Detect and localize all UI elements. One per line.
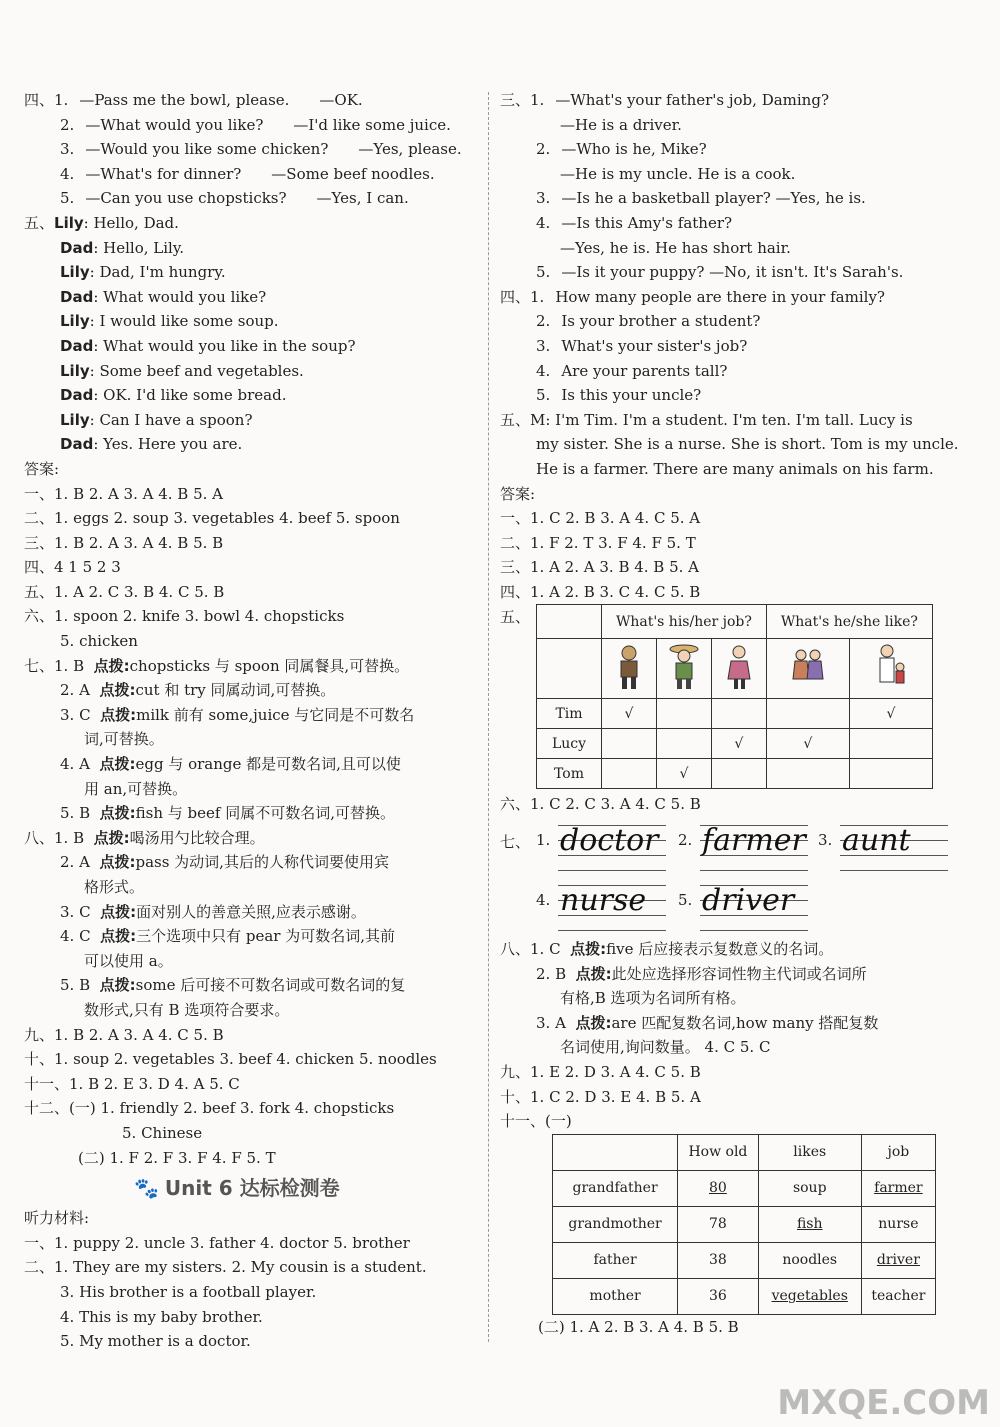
s3-line: 4. —Is this Amy's father? <box>536 213 733 232</box>
cartoon-figure-icon <box>656 639 711 699</box>
answer-line: 三、1. A 2. A 3. B 4. B 5. A <box>500 558 700 577</box>
answer-line: 5. chicken <box>60 632 138 651</box>
s8-line: 2. A 点拨:pass 为动词,其后的人称代词要使用宾 <box>60 853 389 872</box>
s8-line: 格形式。 <box>84 878 145 896</box>
handwriting-row: 4. nurse 5. driver <box>500 877 970 937</box>
answer-line: 十一、1. B 2. E 3. D 4. A 5. C <box>24 1074 240 1093</box>
table-cell: driver <box>861 1242 935 1278</box>
table-header: What's his/her job? <box>602 605 767 639</box>
s3-line: 2. —Who is he, Mike? <box>536 140 707 159</box>
s8-line: 可以使用 a。 <box>84 951 173 970</box>
s4-line-4: 4. —What's for dinner? —Some beef noodles. <box>60 164 435 183</box>
table-cell <box>766 699 849 729</box>
dialog-line: 五、Lily: Hello, Dad. <box>24 213 179 232</box>
s4-line: 5. Is this your uncle? <box>536 386 702 405</box>
s4-line-5: 5. —Can you use chopsticks? —Yes, I can. <box>60 189 409 208</box>
answers-label: 答案: <box>24 459 60 478</box>
table-cell <box>766 759 849 789</box>
table-row-label: Tim <box>537 699 602 729</box>
answer-line: 一、1. C 2. B 3. A 4. C 5. A <box>500 509 701 528</box>
answer-line: 十、1. C 2. D 3. E 4. B 5. A <box>500 1087 701 1106</box>
table-cell: teacher <box>861 1278 935 1314</box>
watermark: MXQE.COM <box>777 1383 990 1423</box>
answer-line: 十、1. soup 2. vegetables 3. beef 4. chicken 5. noodles <box>24 1050 437 1069</box>
listening-line: 3. His brother is a football player. <box>60 1282 317 1301</box>
table-cell: grandfather <box>553 1170 678 1206</box>
table-cell: fish <box>758 1206 861 1242</box>
dialog-line: Lily: Can I have a spoon? <box>60 410 253 429</box>
dialog-line: Lily: Some beef and vegetables. <box>60 361 304 380</box>
table-cell: √ <box>656 759 711 789</box>
answer-line: 二、1. F 2. T 3. F 4. F 5. T <box>500 533 696 552</box>
s3-line: 三、1. —What's your father's job, Daming? <box>500 91 829 109</box>
listening-line: 5. My mother is a doctor. <box>60 1332 251 1351</box>
table-cell: √ <box>849 699 932 729</box>
table-cell: √ <box>711 729 766 759</box>
table-cell <box>656 729 711 759</box>
s4-line: 四、1. How many people are there in your family? <box>500 287 885 306</box>
table-cell <box>602 729 657 759</box>
column-divider <box>488 92 489 1342</box>
s8-line: 有格,B 选项为名词所有格。 <box>560 989 746 1008</box>
table-row-label: Tom <box>537 759 602 789</box>
table-cell: noodles <box>758 1242 861 1278</box>
answer-line: 十二、(一) 1. friendly 2. beef 3. fork 4. chopsticks <box>24 1099 395 1118</box>
table-header: How old <box>678 1134 759 1170</box>
table-cell: √ <box>766 729 849 759</box>
table-header: job <box>861 1134 935 1170</box>
s4-line: 4. Are your parents tall? <box>536 361 728 380</box>
s3-line: —He is a driver. <box>560 115 682 134</box>
dialog-line: Dad: What would you like in the soup? <box>60 336 356 355</box>
s8-line: 2. B 点拨:此处应选择形容词性物主代词或名词所 <box>536 964 867 983</box>
table-row-label: Lucy <box>537 729 602 759</box>
answer-line: (二) 1. A 2. B 3. A 4. B 5. B <box>538 1317 739 1336</box>
table-cell <box>849 729 932 759</box>
s8-line: 数形式,只有 B 选项符合要求。 <box>84 1000 290 1019</box>
s5-line: my sister. She is a nurse. She is short. Tom is my uncle. <box>536 435 959 454</box>
table-cell: grandmother <box>553 1206 678 1242</box>
table-cell <box>602 759 657 789</box>
dialog-line: Dad: Hello, Lily. <box>60 238 185 257</box>
table-cell: 36 <box>678 1278 759 1314</box>
job-table <box>536 604 933 789</box>
s4-line-2: 2. —What would you like? —I'd like some juice. <box>60 115 451 134</box>
s8-line: 3. A 点拨:are 匹配复数名词,how many 搭配复数 <box>536 1013 879 1032</box>
table-cell: √ <box>602 699 657 729</box>
answer-line: 九、1. B 2. A 3. A 4. C 5. B <box>24 1025 224 1044</box>
table-header <box>553 1134 678 1170</box>
s7-line: 用 an,可替换。 <box>84 779 188 798</box>
paw-icon: 🐾 <box>134 1176 159 1201</box>
answer-line: 九、1. E 2. D 3. A 4. C 5. B <box>500 1063 701 1082</box>
table-cell: nurse <box>861 1206 935 1242</box>
answer-line: 5. Chinese <box>122 1123 203 1142</box>
listening-line: 4. This is my baby brother. <box>60 1307 263 1326</box>
s8-line: 5. B 点拨:some 后可接不可数名词或可数名词的复 <box>60 976 406 995</box>
answer-line: 四、4 1 5 2 3 <box>24 558 121 577</box>
table-cell <box>711 699 766 729</box>
answer-line: 三、1. B 2. A 3. A 4. B 5. B <box>24 533 224 552</box>
s5-label: 五、 <box>500 608 531 627</box>
family-table <box>552 1134 936 1315</box>
s8-line: 八、1. C 点拨:five 后应接表示复数意义的名词。 <box>500 940 834 959</box>
answer-line: 一、1. B 2. A 3. A 4. B 5. A <box>24 484 224 503</box>
table-header: likes <box>758 1134 861 1170</box>
job-table-block <box>500 604 970 792</box>
dialog-line: Dad: Yes. Here you are. <box>60 435 243 454</box>
answer-line: 十一、(一) <box>500 1112 572 1131</box>
s3-line: 5. —Is it your puppy? —No, it isn't. It's Sarah's. <box>536 263 904 282</box>
handwriting-row: 七、 1. doctor 2. farmer 3. aunt <box>500 817 970 877</box>
s4-line: 3. What's your sister's job? <box>536 336 748 355</box>
answer-line: 六、1. C 2. C 3. A 4. C 5. B <box>500 795 701 814</box>
s7-line: 5. B 点拨:fish 与 beef 同属不可数名词,可替换。 <box>60 804 396 823</box>
dialog-line: Dad: What would you like? <box>60 287 267 306</box>
right-column <box>500 88 970 1339</box>
s4-line-1: 四、1. —Pass me the bowl, please. —OK. <box>24 91 363 109</box>
cartoon-figure-icon <box>711 639 766 699</box>
table-cell: father <box>553 1242 678 1278</box>
table-cell: 80 <box>678 1170 759 1206</box>
s3-line: 3. —Is he a basketball player? —Yes, he is. <box>536 189 866 208</box>
cartoon-figure-icon <box>602 639 657 699</box>
s7-line: 七、1. B 点拨:chopsticks 与 spoon 同属餐具,可替换。 <box>24 656 410 675</box>
s8-line: 名词使用,询问数量。 4. C 5. C <box>560 1038 771 1057</box>
dialog-line: Dad: OK. I'd like some bread. <box>60 386 287 405</box>
left-column <box>24 88 479 1354</box>
table-header: What's he/she like? <box>766 605 932 639</box>
s3-line: —He is my uncle. He is a cook. <box>560 164 796 183</box>
table-cell: 38 <box>678 1242 759 1278</box>
table-cell <box>656 699 711 729</box>
listening-label: 听力材料: <box>24 1209 90 1228</box>
s7-line: 词,可替换。 <box>84 730 164 749</box>
table-cell: vegetables <box>758 1278 861 1314</box>
answer-line: 五、1. A 2. C 3. B 4. C 5. B <box>24 582 225 601</box>
table-cell <box>849 759 932 789</box>
answer-line: (二) 1. F 2. F 3. F 4. F 5. T <box>78 1148 276 1167</box>
listening-line: 一、1. puppy 2. uncle 3. father 4. doctor 5. brother <box>24 1233 410 1252</box>
s4-line-3: 3. —Would you like some chicken? —Yes, please. <box>60 140 462 159</box>
dialog-line: Lily: I would like some soup. <box>60 312 279 331</box>
table-cell: farmer <box>861 1170 935 1206</box>
table-cell: mother <box>553 1278 678 1314</box>
answer-line: 二、1. eggs 2. soup 3. vegetables 4. beef 5. spoon <box>24 509 400 528</box>
s7-line: 3. C 点拨:milk 前有 some,juice 与它同是不可数名 <box>60 705 415 724</box>
cartoon-figure-icon <box>849 639 932 699</box>
answers-label: 答案: <box>500 484 536 503</box>
unit-title: 🐾 Unit 6 达标检测卷 <box>134 1176 340 1201</box>
answer-line: 四、1. A 2. B 3. C 4. C 5. B <box>500 582 701 601</box>
s8-line: 4. C 点拨:三个选项中只有 pear 为可数名词,其前 <box>60 927 396 946</box>
s8-line: 八、1. B 点拨:喝汤用勺比较合理。 <box>24 828 265 847</box>
table-cell <box>711 759 766 789</box>
s7-line: 4. A 点拨:egg 与 orange 都是可数名词,且可以使 <box>60 755 401 774</box>
answer-line: 六、1. spoon 2. knife 3. bowl 4. chopsticks <box>24 607 345 626</box>
s5-line: 五、M: I'm Tim. I'm a student. I'm ten. I'm tall. Lucy is <box>500 410 913 429</box>
s5-line: He is a farmer. There are many animals on his farm. <box>536 459 934 478</box>
s4-line: 2. Is your brother a student? <box>536 312 761 331</box>
dialog-line: Lily: Dad, I'm hungry. <box>60 263 226 282</box>
listening-line: 二、1. They are my sisters. 2. My cousin is a student. <box>24 1258 427 1277</box>
s8-line: 3. C 点拨:面对别人的善意关照,应表示感谢。 <box>60 902 366 921</box>
table-cell: 78 <box>678 1206 759 1242</box>
s7-line: 2. A 点拨:cut 和 try 同属动词,可替换。 <box>60 681 336 700</box>
s3-line: —Yes, he is. He has short hair. <box>560 238 791 257</box>
s7-label: 七、 <box>500 833 531 852</box>
cartoon-figure-icon <box>766 639 849 699</box>
table-cell: soup <box>758 1170 861 1206</box>
